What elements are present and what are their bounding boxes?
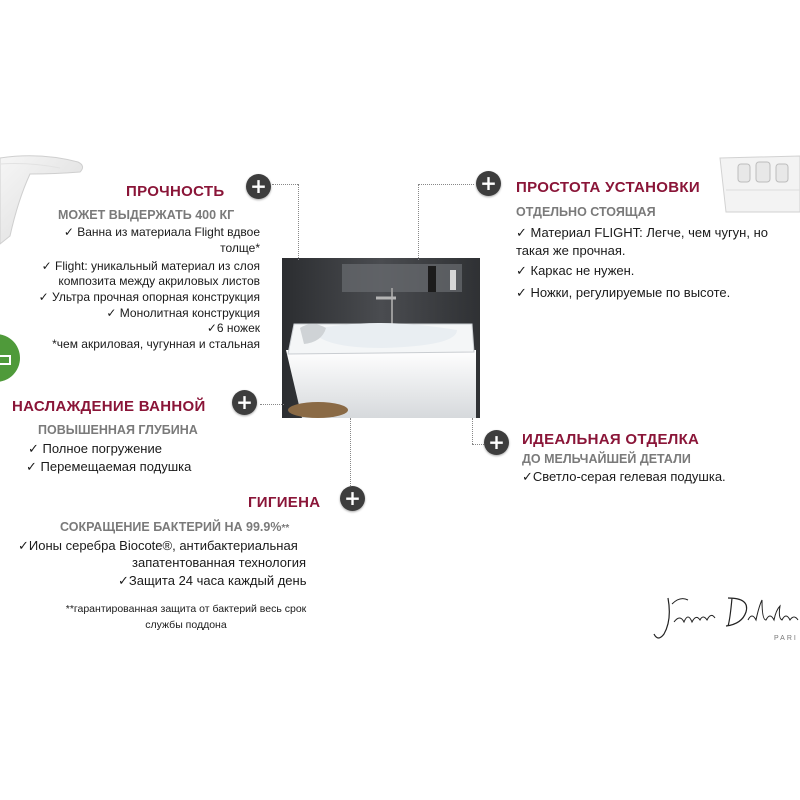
strength-subtitle: МОЖЕТ ВЫДЕРЖАТЬ 400 КГ — [58, 208, 235, 222]
installation-subtitle: ОТДЕЛЬНО СТОЯЩАЯ — [516, 205, 656, 219]
strength-item: ✓ Ванна из материала Flight вдвое — [63, 225, 260, 239]
installation-item: ✓ Каркас не нужен. — [516, 263, 635, 278]
connector-install-h — [418, 184, 474, 185]
strength-item: ✓ Ультра прочная опорная конструкция — [38, 290, 260, 304]
finish-item: ✓Светло-серая гелевая подушка. — [522, 469, 726, 484]
hygiene-subtitle-mark: ** — [281, 523, 290, 534]
strength-item: композита между акриловых листов — [58, 274, 260, 288]
svg-text:PARI: PARI — [774, 635, 798, 642]
hygiene-title: ГИГИЕНА — [248, 494, 321, 511]
connector-hygiene-v — [350, 418, 351, 496]
hygiene-footnote: **гарантированная защита от бактерий весь срок — [65, 603, 307, 615]
bathtub-badge-icon — [0, 330, 22, 386]
installation-plus-icon[interactable]: + — [476, 171, 501, 196]
bathtub-photo — [282, 258, 480, 418]
installation-item: ✓ Ножки, регулируемые по высоте. — [516, 285, 731, 300]
strength-item: ✓6 ножек — [206, 321, 260, 335]
strength-item: ✓ Flight: уникальный материал из слоя — [41, 259, 260, 273]
enjoyment-item: ✓ Перемещаемая подушка — [26, 459, 192, 474]
connector-enjoy-h — [260, 404, 284, 405]
enjoyment-plus-icon[interactable]: + — [232, 390, 257, 415]
strength-title: ПРОЧНОСТЬ — [126, 183, 225, 200]
installation-title: ПРОСТОТА УСТАНОВКИ — [516, 179, 700, 196]
connector-finish-v — [472, 418, 473, 444]
finish-plus-icon[interactable]: + — [484, 430, 509, 455]
hygiene-subtitle: СОКРАЩЕНИЕ БАКТЕРИЙ НА 99.9% — [60, 520, 282, 534]
strength-footnote: *чем акриловая, чугунная и стальная — [52, 337, 260, 351]
installation-item: ✓ Материал FLIGHT: Легче, чем чугун, но — [516, 225, 768, 240]
connector-finish-h — [472, 444, 484, 445]
connector-strength-h — [272, 184, 298, 185]
connector-strength-v — [298, 184, 299, 260]
enjoyment-title: НАСЛАЖДЕНИЕ ВАННОЙ — [12, 398, 206, 415]
strength-plus-icon[interactable]: + — [246, 174, 271, 199]
connector-install-v — [418, 184, 419, 260]
installation-item: такая же прочная. — [516, 243, 626, 258]
enjoyment-item: ✓ Полное погружение — [28, 441, 162, 456]
enjoyment-subtitle: ПОВЫШЕННАЯ ГЛУБИНА — [38, 423, 198, 437]
finish-subtitle: ДО МЕЛЬЧАЙШЕЙ ДЕТАЛИ — [522, 452, 691, 466]
hygiene-subtitle-wrap — [60, 520, 289, 534]
hygiene-item: ✓Защита 24 часа каждый день — [118, 573, 307, 588]
finish-title: ИДЕАЛЬНАЯ ОТДЕЛКА — [522, 431, 700, 448]
strength-item: толще* — [220, 241, 260, 255]
brand-signature-logo — [650, 590, 800, 650]
hygiene-plus-icon[interactable]: + — [340, 486, 365, 511]
hygiene-item: ✓Ионы серебра Biocote®, антибактериальная — [18, 538, 298, 553]
strength-item: ✓ Монолитная конструкция — [106, 306, 260, 320]
basin-image-partial — [712, 150, 800, 220]
hygiene-footnote: службы поддона — [145, 619, 227, 631]
hygiene-item: запатентованная технология — [132, 555, 307, 570]
